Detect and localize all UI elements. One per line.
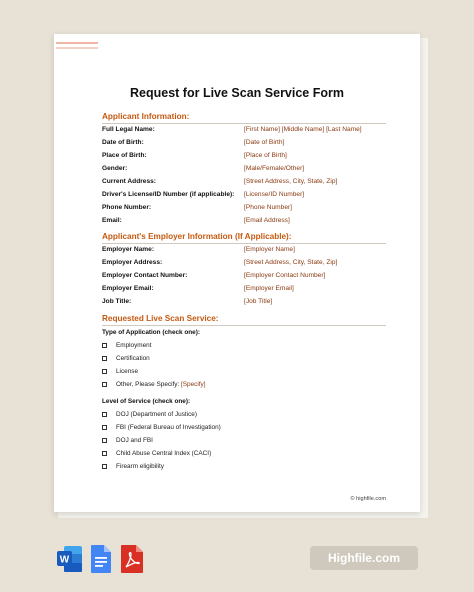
- field-label: Current Address:: [102, 178, 156, 185]
- specify-field[interactable]: [Specify]: [181, 381, 206, 388]
- field-row: [102, 272, 392, 282]
- field-row: [102, 259, 392, 269]
- field-value[interactable]: [Street Address, City, State, Zip]: [244, 259, 338, 266]
- google-docs-icon[interactable]: [90, 544, 112, 574]
- field-value[interactable]: [Employer Name]: [244, 246, 295, 253]
- field-value[interactable]: [Phone Number]: [244, 204, 293, 211]
- checkbox-label: License: [116, 368, 139, 375]
- field-row: [102, 152, 392, 162]
- other-label: Other, Please Specify:: [116, 381, 180, 388]
- field-row: [102, 165, 392, 175]
- field-label: Gender:: [102, 165, 128, 172]
- field-value[interactable]: [Employer Contact Number]: [244, 272, 326, 279]
- form-page: [54, 34, 420, 512]
- section-heading-applicant: Applicant Information:: [102, 112, 386, 124]
- field-label: Place of Birth:: [102, 152, 147, 159]
- field-value[interactable]: [Employer Email]: [244, 285, 294, 292]
- field-value[interactable]: [License/ID Number]: [244, 191, 305, 198]
- checkbox-icon[interactable]: [102, 425, 107, 430]
- checkbox-label: Certification: [116, 355, 150, 362]
- section-heading-service: Requested Live Scan Service:: [102, 314, 386, 326]
- checkbox-label: [116, 381, 206, 388]
- field-row: [102, 246, 392, 256]
- field-row: [102, 217, 392, 227]
- field-label: Employer Contact Number:: [102, 272, 188, 279]
- checkbox-label: Firearm eligibility: [116, 463, 164, 470]
- pdf-icon[interactable]: [120, 544, 144, 574]
- field-label: Driver's License/ID Number (if applicable):: [102, 191, 235, 198]
- field-label: Email:: [102, 217, 122, 224]
- form-title: Request for Live Scan Service Form: [130, 86, 344, 100]
- checkbox-icon[interactable]: [102, 438, 107, 443]
- field-row: [102, 139, 392, 149]
- checkbox-label: Child Abuse Central Index (CACI): [116, 450, 212, 457]
- word-icon[interactable]: [56, 544, 84, 574]
- checkbox-icon[interactable]: [102, 451, 107, 456]
- field-label: Job Title:: [102, 298, 132, 305]
- brand-badge[interactable]: Highfile.com: [310, 546, 418, 570]
- field-row: [102, 178, 392, 188]
- field-label: Phone Number:: [102, 204, 152, 211]
- field-value[interactable]: [First Name] [Middle Name] [Last Name]: [244, 126, 362, 133]
- field-row: [102, 191, 392, 201]
- copyright-credit: © highfile.com: [350, 496, 386, 502]
- checkbox-icon[interactable]: [102, 356, 107, 361]
- field-value[interactable]: [Street Address, City, State, Zip]: [244, 178, 338, 185]
- field-value[interactable]: [Date of Birth]: [244, 139, 285, 146]
- field-value[interactable]: [Male/Female/Other]: [244, 165, 305, 172]
- checkbox-icon[interactable]: [102, 464, 107, 469]
- decorative-line: [56, 42, 98, 44]
- checkbox-icon[interactable]: [102, 343, 107, 348]
- field-value[interactable]: [Place of Birth]: [244, 152, 287, 159]
- field-label: Employer Email:: [102, 285, 154, 292]
- field-value[interactable]: [Job Title]: [244, 298, 273, 305]
- field-value[interactable]: [Email Address]: [244, 217, 290, 224]
- field-row: [102, 204, 392, 214]
- checkbox-label: FBI (Federal Bureau of Investigation): [116, 424, 221, 431]
- field-row: [102, 298, 392, 308]
- checkbox-icon[interactable]: [102, 382, 107, 387]
- checkbox-label: DOJ and FBI: [116, 437, 153, 444]
- field-label: Date of Birth:: [102, 139, 144, 146]
- type-of-application-heading: Type of Application (check one):: [102, 329, 200, 336]
- checkbox-icon[interactable]: [102, 412, 107, 417]
- checkbox-label: Employment: [116, 342, 152, 349]
- section-heading-employer: Applicant's Employer Information (If Applicable):: [102, 232, 386, 244]
- field-label: Employer Name:: [102, 246, 155, 253]
- field-row: [102, 285, 392, 295]
- level-of-service-heading: Level of Service (check one):: [102, 398, 191, 405]
- svg-text:W: W: [59, 554, 70, 566]
- checkbox-label: DOJ (Department of Justice): [116, 411, 197, 418]
- field-label: Employer Address:: [102, 259, 163, 266]
- checkbox-icon[interactable]: [102, 369, 107, 374]
- field-label: Full Legal Name:: [102, 126, 155, 133]
- field-row: [102, 126, 392, 136]
- decorative-line: [56, 47, 98, 49]
